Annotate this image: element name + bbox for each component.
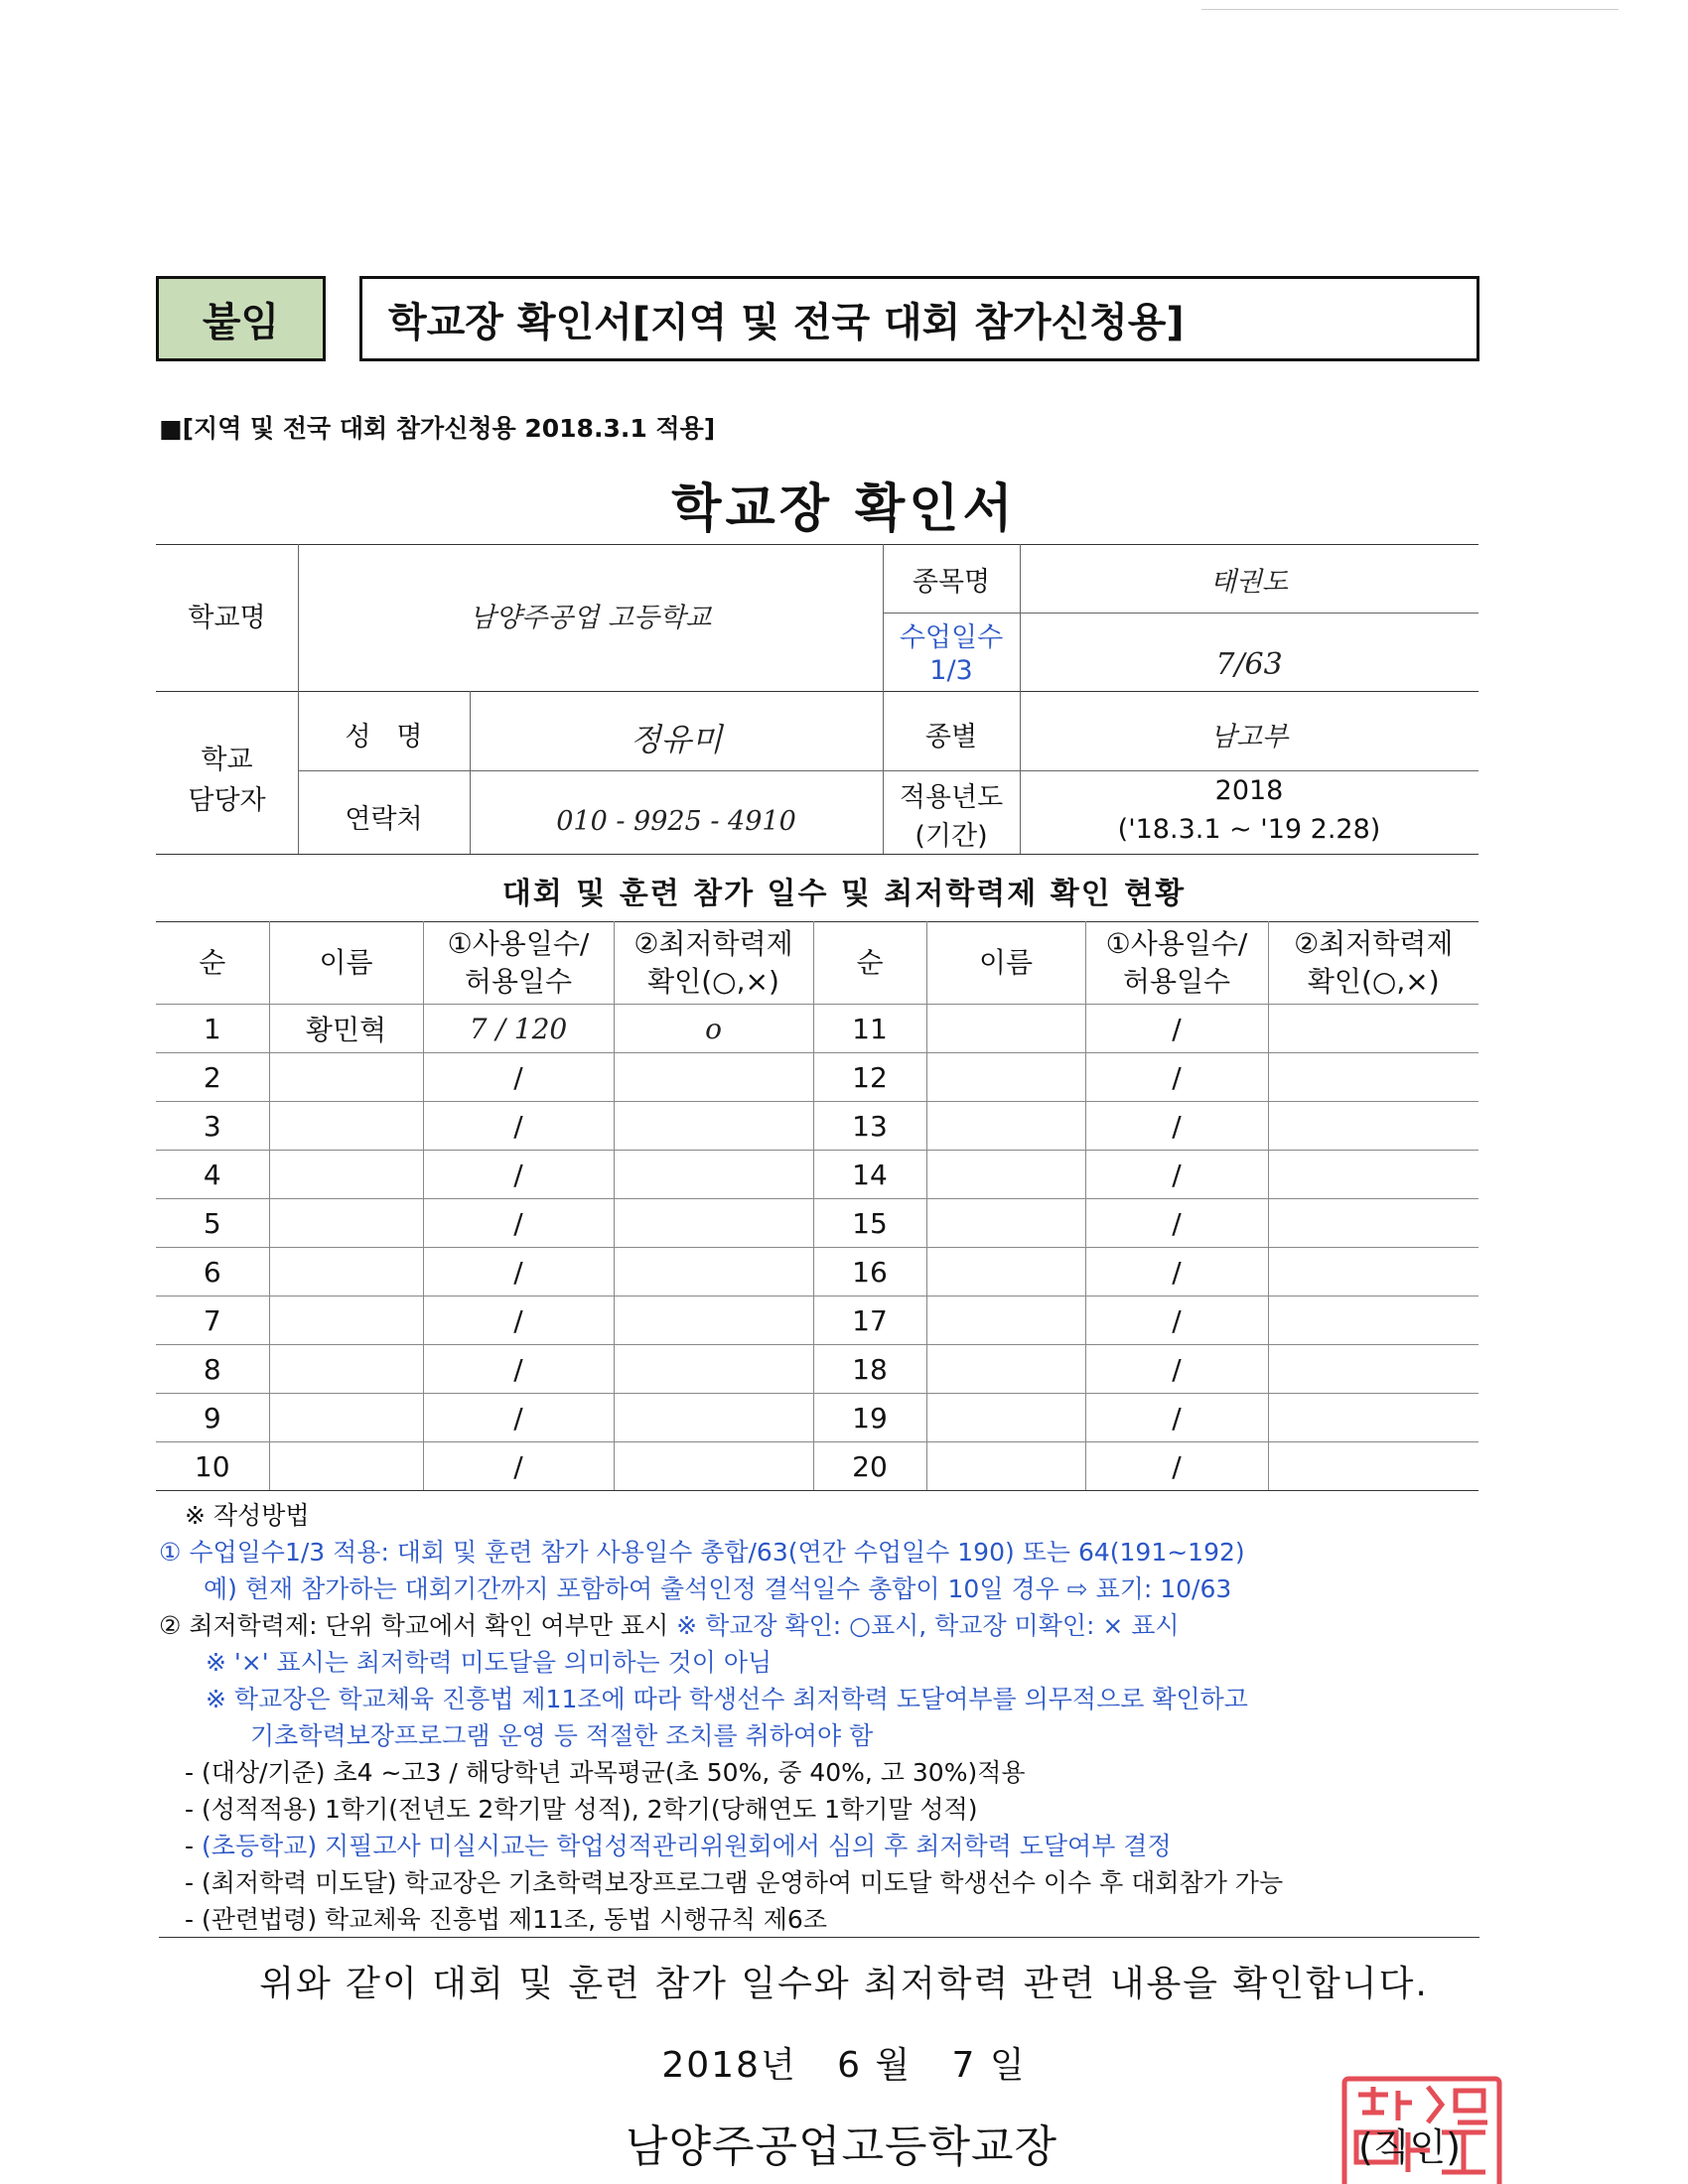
bullet-related-law: - (관련법령) 학교체육 진흥법 제11조, 동법 시행규칙 제6조 (185, 1905, 827, 1934)
min-achievement-check (1268, 1199, 1478, 1248)
col-header-name: 이름 (926, 922, 1085, 1005)
bullet-elementary: - (초등학교) 지필고사 미실시교는 학업성적관리위원회에서 심의 후 최저학력 도달여부 결정 (185, 1832, 1172, 1860)
participation-table (156, 921, 1478, 1491)
student-name (269, 1297, 423, 1345)
used-days: / (423, 1102, 614, 1151)
col-header-no: 순 (813, 922, 926, 1005)
student-name (926, 1199, 1085, 1248)
info-table (156, 544, 1478, 854)
row-no: 14 (813, 1151, 926, 1199)
row-no: 11 (813, 1005, 926, 1053)
student-name (926, 1005, 1085, 1053)
table-row (156, 1053, 1478, 1102)
staff-label-line1: 학교 (201, 745, 253, 775)
student-name (269, 1442, 423, 1491)
row-no: 8 (156, 1345, 269, 1394)
student-name (926, 1442, 1085, 1491)
attachment-tag: 붙임 (156, 276, 326, 361)
used-days: / (1085, 1102, 1268, 1151)
min-achievement-check: o (614, 1005, 813, 1053)
student-name: 황민혁 (269, 1005, 423, 1053)
student-name (269, 1151, 423, 1199)
used-days: 7 / 120 (423, 1005, 614, 1053)
student-name (926, 1394, 1085, 1442)
min-achievement-check (1268, 1102, 1478, 1151)
principal-title: 남양주공업고등학교장 (626, 2121, 1058, 2172)
min-achievement-check (614, 1248, 813, 1297)
student-name (926, 1151, 1085, 1199)
min-achievement-check (1268, 1151, 1478, 1199)
min-achievement-check (614, 1297, 813, 1345)
table-row (156, 1442, 1478, 1491)
contact-label: 연락처 (345, 804, 423, 835)
bullet-grade-application: - (성적적용) 1학기(전년도 2학기말 성적), 2학기(당해연도 1학기말 성적) (185, 1795, 978, 1824)
class-days-label: 수업일수 (899, 622, 1004, 653)
row-no: 7 (156, 1297, 269, 1345)
scan-edge-line (1201, 9, 1618, 10)
table-row (156, 1394, 1478, 1442)
min-achievement-check (614, 1151, 813, 1199)
row-no: 20 (813, 1442, 926, 1491)
category-label: 종별 (924, 722, 978, 752)
staff-name-signature: 정유미 (630, 721, 723, 758)
applicability-note: ■[지역 및 전국 대회 참가신청용 2018.3.1 적용] (159, 414, 716, 443)
instruction-2: ② 최저학력제: 단위 학교에서 확인 여부만 표시 ※ 학교장 확인: ○표시, 학교장 미확인: × 표시 (159, 1611, 1180, 1640)
col-header-min-achievement: ②최저학력제 확인(○,×) (1268, 922, 1478, 1005)
student-name (926, 1102, 1085, 1151)
table-row (156, 1005, 1478, 1053)
table-row (156, 1151, 1478, 1199)
row-no: 10 (156, 1442, 269, 1491)
writing-instructions (159, 1497, 1489, 1938)
row-no: 3 (156, 1102, 269, 1151)
col-header-days: ①사용일수/ 허용일수 (423, 922, 614, 1005)
school-name-value: 남양주공업 고등학교 (469, 603, 712, 633)
min-achievement-check (614, 1345, 813, 1394)
used-days: / (1085, 1297, 1268, 1345)
apply-year-value: 2018 (1214, 775, 1284, 806)
used-days: / (1085, 1005, 1268, 1053)
table-row (156, 1102, 1478, 1151)
min-achievement-check (1268, 1297, 1478, 1345)
min-achievement-check (1268, 1053, 1478, 1102)
sport-label: 종목명 (912, 567, 991, 598)
section-title: 대회 및 훈련 참가 일수 및 최저학력제 확인 현황 (501, 877, 1187, 911)
instruction-3: ※ '×' 표시는 최저학력 미도달을 의미하는 것이 아님 (206, 1648, 773, 1677)
used-days: / (423, 1394, 614, 1442)
used-days: / (423, 1248, 614, 1297)
student-name (269, 1199, 423, 1248)
row-no: 15 (813, 1199, 926, 1248)
student-name (269, 1102, 423, 1151)
student-name (926, 1345, 1085, 1394)
min-achievement-check (1268, 1394, 1478, 1442)
student-name (269, 1394, 423, 1442)
confirmation-statement: 위와 같이 대회 및 훈련 참가 일수와 최저학력 관련 내용을 확인합니다. (259, 1964, 1429, 2004)
bullet-target-standard: - (대상/기준) 초4 ~고3 / 해당학년 과목평균(초 50%, 중 40%, 고 30%)적용 (185, 1758, 1026, 1787)
row-no: 4 (156, 1151, 269, 1199)
issue-date: 2018년 6 월 7 일 (661, 2045, 1027, 2086)
seal-label: (직인) (1358, 2125, 1462, 2169)
col-header-days: ①사용일수/ 허용일수 (1085, 922, 1268, 1005)
col-header-name: 이름 (269, 922, 423, 1005)
apply-period-value: ('18.3.1 ~ '19 2.28) (1117, 814, 1381, 845)
apply-year-label: 적용년도 (899, 782, 1004, 813)
header-title: 학교장 확인서[지역 및 전국 대회 참가신청용] (359, 276, 1479, 361)
instruction-4-cont: 기초학력보장프로그램 운영 등 적절한 조치를 취하여야 함 (250, 1721, 874, 1750)
col-header-no: 순 (156, 922, 269, 1005)
class-days-value: 7/63 (1215, 647, 1283, 682)
category-value: 남고부 (1209, 722, 1289, 752)
row-no: 16 (813, 1248, 926, 1297)
used-days: / (1085, 1053, 1268, 1102)
staff-label-line2: 담당자 (188, 785, 266, 816)
apply-period-label: (기간) (914, 821, 988, 852)
divider (159, 1937, 1479, 1938)
row-no: 9 (156, 1394, 269, 1442)
table-row (156, 1297, 1478, 1345)
student-name (926, 1248, 1085, 1297)
min-achievement-check (1268, 1345, 1478, 1394)
student-name (269, 1248, 423, 1297)
used-days: / (1085, 1248, 1268, 1297)
student-name (269, 1053, 423, 1102)
row-no: 2 (156, 1053, 269, 1102)
row-no: 18 (813, 1345, 926, 1394)
row-no: 1 (156, 1005, 269, 1053)
sport-value: 태권도 (1209, 567, 1289, 598)
table-row (156, 1199, 1478, 1248)
row-no: 13 (813, 1102, 926, 1151)
min-achievement-check (614, 1102, 813, 1151)
used-days: / (1085, 1151, 1268, 1199)
used-days: / (423, 1151, 614, 1199)
contact-value: 010 - 9925 - 4910 (556, 806, 796, 837)
min-achievement-check (614, 1442, 813, 1491)
min-achievement-check (1268, 1005, 1478, 1053)
instructions-heading: ※ 작성방법 (185, 1501, 310, 1530)
student-name (926, 1297, 1085, 1345)
staff-name-label: 성 명 (345, 722, 423, 752)
row-no: 6 (156, 1248, 269, 1297)
used-days: / (423, 1199, 614, 1248)
instruction-1: ① 수업일수1/3 적용: 대회 및 훈련 참가 사용일수 총합/63(연간 수업일수 190) 또는 64(191~192) (159, 1538, 1245, 1567)
used-days: / (423, 1345, 614, 1394)
school-name-label: 학교명 (188, 603, 266, 633)
used-days: / (1085, 1345, 1268, 1394)
row-no: 5 (156, 1199, 269, 1248)
table-row (156, 1248, 1478, 1297)
student-name (926, 1053, 1085, 1102)
table-header-row (156, 922, 1478, 1005)
row-no: 17 (813, 1297, 926, 1345)
row-no: 12 (813, 1053, 926, 1102)
min-achievement-check (1268, 1248, 1478, 1297)
used-days: / (1085, 1199, 1268, 1248)
min-achievement-check (1268, 1442, 1478, 1491)
used-days: / (1085, 1394, 1268, 1442)
table-row (156, 1345, 1478, 1394)
min-achievement-check (614, 1199, 813, 1248)
student-name (269, 1345, 423, 1394)
col-header-min-achievement: ②최저학력제 확인(○,×) (614, 922, 813, 1005)
used-days: / (423, 1442, 614, 1491)
used-days: / (423, 1297, 614, 1345)
instruction-1-example: 예) 현재 참가하는 대회기간까지 포함하여 출석인정 결석일수 총합이 10일 경우 ⇨ 표기: 10/63 (204, 1574, 1232, 1603)
min-achievement-check (614, 1053, 813, 1102)
row-no: 19 (813, 1394, 926, 1442)
document-title: 학교장 확인서 (671, 479, 1017, 539)
used-days: / (1085, 1442, 1268, 1491)
min-achievement-check (614, 1394, 813, 1442)
bullet-below-minimum: - (최저학력 미도달) 학교장은 기초학력보장프로그램 운영하여 미도달 학생선수 이수 후 대회참가 가능 (185, 1868, 1284, 1897)
class-days-fraction-label: 1/3 (929, 655, 973, 686)
used-days: / (423, 1053, 614, 1102)
instruction-4: ※ 학교장은 학교체육 진흥법 제11조에 따라 학생선수 최저학력 도달여부를 의무적으로 확인하고 (206, 1685, 1248, 1713)
